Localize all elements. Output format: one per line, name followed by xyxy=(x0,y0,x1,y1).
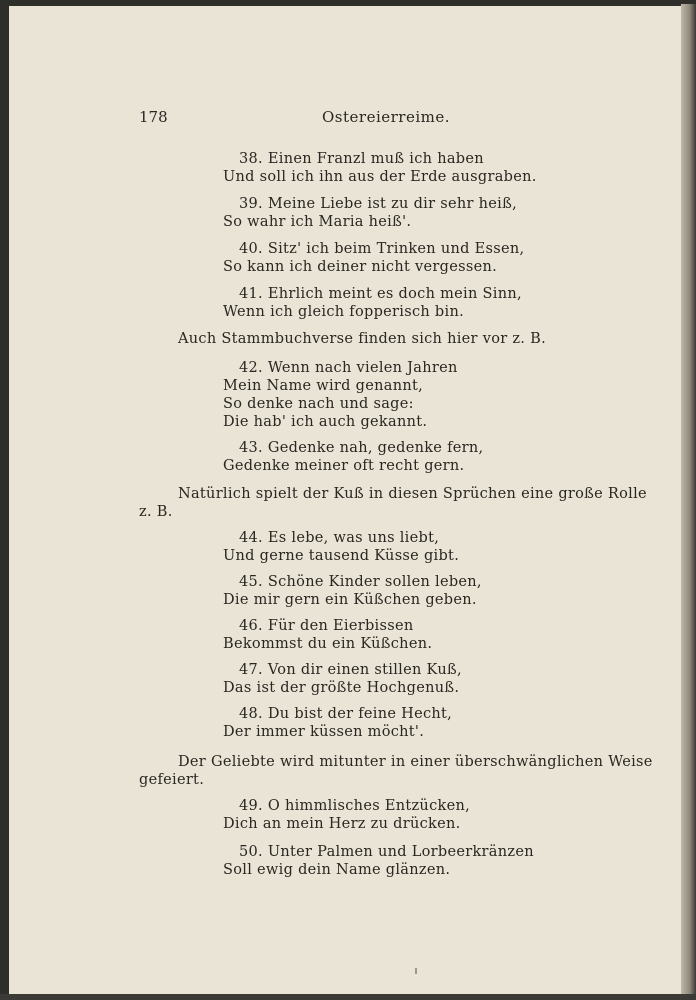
verse-line: Mein Name wird genannt, xyxy=(223,378,424,394)
verse-line: 39. Meine Liebe ist zu dir sehr heiß, xyxy=(239,196,517,212)
prose-line: Natürlich spielt der Kuß in diesen Sprüchen eine große Rolle xyxy=(178,486,647,502)
verse-line: Und gerne tausend Küsse gibt. xyxy=(223,548,460,564)
verse-line: 50. Unter Palmen und Lorbeerkränzen xyxy=(239,844,534,860)
verse-line: 43. Gedenke nah, gedenke fern, xyxy=(239,440,484,456)
paper-speck xyxy=(415,968,417,974)
verse-line: 42. Wenn nach vielen Jahren xyxy=(239,360,458,376)
verse-line: 38. Einen Franzl muß ich haben xyxy=(239,151,484,167)
page-number: 178 xyxy=(139,108,168,126)
verse-line: 41. Ehrlich meint es doch mein Sinn, xyxy=(239,286,522,302)
verse-line: So wahr ich Maria heiß'. xyxy=(223,214,412,230)
verse-line: Gedenke meiner oft recht gern. xyxy=(223,458,465,474)
verse-line: 46. Für den Eierbissen xyxy=(239,618,414,634)
verse-line: Wenn ich gleich fopperisch bin. xyxy=(223,304,464,320)
verse-line: 49. O himmlisches Entzücken, xyxy=(239,798,471,814)
verse-line: Die mir gern ein Küßchen geben. xyxy=(223,592,477,608)
verse-line: Dich an mein Herz zu drücken. xyxy=(223,816,461,832)
verse-line: 40. Sitz' ich beim Trinken und Essen, xyxy=(239,241,525,257)
verse-line: Soll ewig dein Name glänzen. xyxy=(223,862,451,878)
verse-line: Der immer küssen möcht'. xyxy=(223,724,425,740)
book-page xyxy=(9,6,681,996)
prose-line: z. B. xyxy=(139,504,173,520)
verse-line: Bekommst du ein Küßchen. xyxy=(223,636,433,652)
verse-line: So kann ich deiner nicht vergessen. xyxy=(223,259,498,275)
verse-line: So denke nach und sage: xyxy=(223,396,414,412)
prose-line: gefeiert. xyxy=(139,772,205,788)
verse-line: 47. Von dir einen stillen Kuß, xyxy=(239,662,462,678)
prose-line: Auch Stammbuchverse finden sich hier vor z. B. xyxy=(178,331,546,347)
verse-line: 48. Du bist der feine Hecht, xyxy=(239,706,453,722)
page-edge-shadow xyxy=(681,4,696,996)
verse-line: 45. Schöne Kinder sollen leben, xyxy=(239,574,482,590)
verse-line: Das ist der größte Hochgenuß. xyxy=(223,680,460,696)
verse-line: Die hab' ich auch gekannt. xyxy=(223,414,428,430)
verse-line: 44. Es lebe, was uns liebt, xyxy=(239,530,440,546)
running-title: Ostereierreime. xyxy=(322,108,451,126)
verse-line: Und soll ich ihn aus der Erde ausgraben. xyxy=(223,169,537,185)
scanner-bottom-edge xyxy=(0,994,696,1000)
prose-line: Der Geliebte wird mitunter in einer überschwänglichen Weise xyxy=(178,754,653,770)
